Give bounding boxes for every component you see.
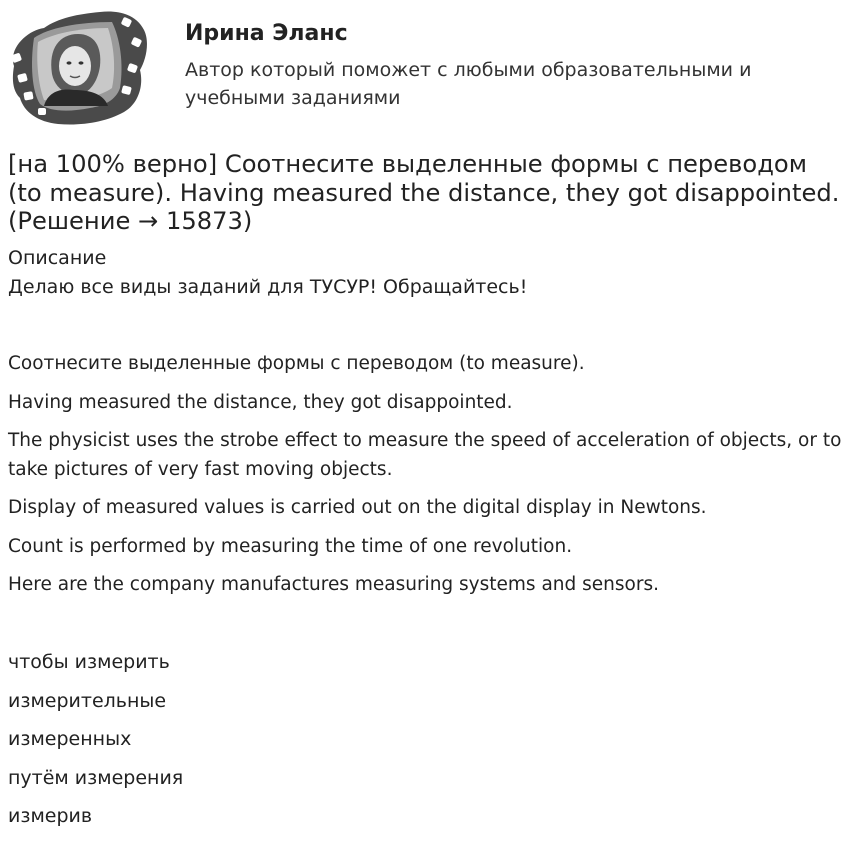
answer-option: чтобы измерить — [8, 651, 170, 673]
task-line: Count is performed by measuring the time of one revolution. — [8, 535, 573, 557]
answer-option: измерительные — [8, 689, 167, 712]
answer-options — [8, 650, 183, 843]
answer-option: измеренных — [8, 728, 132, 750]
author-avatar[interactable] — [8, 8, 150, 126]
task-line: Having measured the distance, they got disappointed. — [8, 391, 513, 413]
description-text: Делаю все виды заданий для ТУСУР! Обращайтесь! — [8, 276, 528, 298]
author-name[interactable]: Ирина Эланс — [185, 21, 348, 46]
task-line: Display of measured values is carried out on the digital display in Newtons. — [8, 497, 707, 518]
author-card — [8, 8, 838, 128]
task-content — [8, 350, 843, 610]
task-line: Here are the company manufactures measuring systems and sensors. — [8, 574, 659, 595]
description-label: Описание — [8, 247, 107, 269]
answer-option: измерив — [8, 805, 93, 827]
task-line: Соотнесите выделенные формы с переводом (to measure). — [8, 353, 585, 374]
page-title: [на 100% верно] Соотнесите выделенные формы с переводом (to measure). Having measured the distance, they got disappointed. (Решение → 15873) — [8, 150, 840, 235]
author-description: Автор который поможет с любыми образовательными и учебными заданиями — [185, 59, 752, 109]
task-line: The physicist uses the strobe effect to measure the speed of acceleration of objects, or to take pictures of very fast moving objects. — [8, 430, 842, 480]
answer-option: путём измерения — [8, 766, 184, 789]
